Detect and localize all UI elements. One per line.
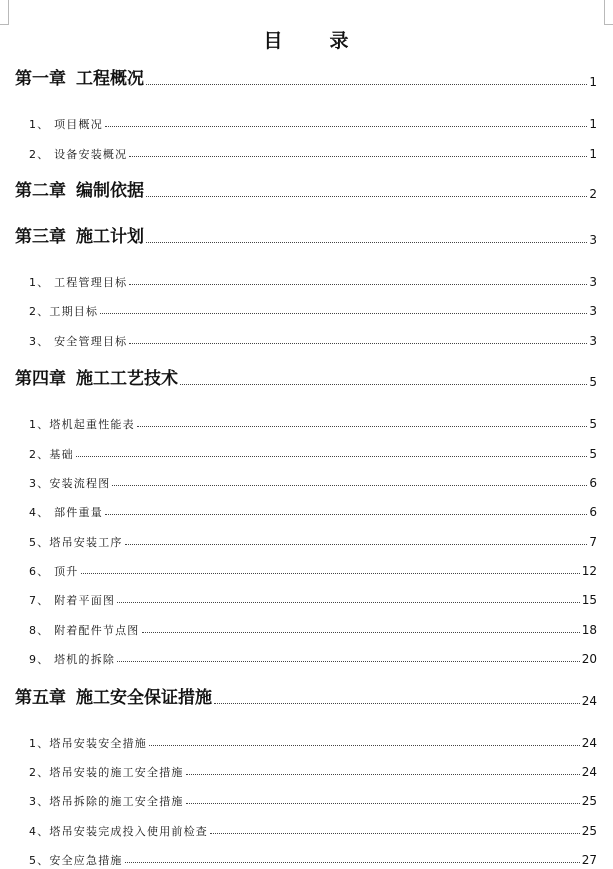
chapter-title: 编制依据: [76, 181, 144, 201]
toc-section-4-2[interactable]: [0, 438, 613, 460]
dot-leader: [214, 703, 580, 704]
page-number: 18: [581, 623, 597, 637]
section-title: 9、 塔机的拆除: [29, 653, 116, 666]
dot-leader: [112, 485, 587, 486]
dot-leader: [125, 544, 588, 545]
page-number: 3: [589, 334, 597, 348]
page-number: 1: [589, 117, 597, 131]
toc-section-4-6[interactable]: [0, 555, 613, 577]
page-number: 7: [589, 535, 597, 549]
page-corner-mark-right: [604, 0, 613, 25]
dot-leader: [146, 84, 587, 85]
dot-leader: [129, 156, 587, 157]
section-title: 5、安全应急措施: [29, 854, 123, 867]
section-title: 2、工期目标: [29, 305, 99, 318]
section-title: 3、安装流程图: [29, 477, 111, 490]
toc-section-4-7[interactable]: [0, 584, 613, 606]
dot-leader: [105, 514, 587, 515]
chapter-number: 第五章: [15, 688, 66, 708]
title-char-right: 录: [329, 30, 350, 52]
page-number: 6: [589, 476, 597, 490]
section-title: 3、 安全管理目标: [29, 335, 128, 348]
dot-leader: [129, 284, 587, 285]
toc-section-4-5[interactable]: [0, 526, 613, 548]
section-title: 1、塔吊安装安全措施: [29, 737, 147, 750]
dot-leader: [142, 632, 580, 633]
page-number: 12: [581, 564, 597, 578]
page-number: 1: [589, 147, 597, 161]
dot-leader: [146, 196, 587, 197]
page-number: 6: [589, 505, 597, 519]
chapter-title: 施工计划: [76, 227, 144, 247]
dot-leader: [117, 602, 580, 603]
dot-leader: [137, 426, 588, 427]
toc-section-3-3[interactable]: [0, 325, 613, 347]
section-title: 5、塔吊安装工序: [29, 536, 123, 549]
chapter-number: 第三章: [15, 227, 66, 247]
toc-section-5-1[interactable]: [0, 727, 613, 749]
page-number: 3: [589, 304, 597, 318]
chapter-title: 施工安全保证措施: [76, 688, 212, 708]
section-title: 3、塔吊拆除的施工安全措施: [29, 795, 184, 808]
section-title: 4、 部件重量: [29, 506, 103, 519]
toc-section-4-8[interactable]: [0, 614, 613, 636]
toc-chapter-5[interactable]: [0, 685, 613, 707]
page-number: 5: [589, 375, 597, 389]
toc-section-4-3[interactable]: [0, 467, 613, 489]
dot-leader: [149, 745, 580, 746]
page-number: 15: [581, 593, 597, 607]
toc-section-1-2[interactable]: [0, 138, 613, 160]
page-number: 2: [589, 187, 597, 201]
toc-chapter-1[interactable]: [0, 66, 613, 88]
section-title: 6、 顶升: [29, 565, 79, 578]
section-title: 2、基础: [29, 448, 74, 461]
chapter-title: 工程概况: [76, 69, 144, 89]
toc-chapter-2[interactable]: [0, 178, 613, 200]
dot-leader: [76, 456, 588, 457]
toc-chapter-3[interactable]: [0, 224, 613, 246]
dot-leader: [105, 126, 587, 127]
chapter-number: 第一章: [15, 69, 66, 89]
section-title: 8、 附着配件节点图: [29, 624, 140, 637]
page-number: 24: [581, 765, 597, 779]
dot-leader: [186, 803, 580, 804]
page-number: 1: [589, 75, 597, 89]
toc-section-5-4[interactable]: [0, 815, 613, 837]
dot-leader: [210, 833, 580, 834]
page-number: 25: [581, 824, 597, 838]
dot-leader: [129, 343, 587, 344]
toc-section-3-1[interactable]: [0, 266, 613, 288]
page-number: 24: [581, 694, 597, 708]
section-title: 7、 附着平面图: [29, 594, 116, 607]
dot-leader: [180, 384, 587, 385]
dot-leader: [117, 661, 580, 662]
toc-section-4-4[interactable]: [0, 496, 613, 518]
page-title: [0, 26, 613, 53]
toc-section-4-9[interactable]: [0, 643, 613, 665]
title-char-left: 目: [263, 30, 284, 52]
dot-leader: [186, 774, 580, 775]
toc-section-5-5[interactable]: [0, 844, 613, 866]
chapter-number: 第二章: [15, 181, 66, 201]
page-number: 25: [581, 794, 597, 808]
page-number: 5: [589, 417, 597, 431]
section-title: 2、 设备安装概况: [29, 148, 128, 161]
section-title: 1、 工程管理目标: [29, 276, 128, 289]
page-number: 5: [589, 447, 597, 461]
page-number: 27: [581, 853, 597, 867]
section-title: 4、塔吊安装完成投入使用前检查: [29, 825, 208, 838]
toc-section-1-1[interactable]: [0, 108, 613, 130]
chapter-number: 第四章: [15, 369, 66, 389]
dot-leader: [100, 313, 587, 314]
dot-leader: [81, 573, 580, 574]
page-number: 3: [589, 233, 597, 247]
section-title: 1、塔机起重性能表: [29, 418, 135, 431]
chapter-title: 施工工艺技术: [76, 369, 178, 389]
toc-section-3-2[interactable]: [0, 295, 613, 317]
page-number: 24: [581, 736, 597, 750]
toc-chapter-4[interactable]: [0, 366, 613, 388]
section-title: 1、 项目概况: [29, 118, 103, 131]
page-number: 20: [581, 652, 597, 666]
dot-leader: [146, 242, 587, 243]
dot-leader: [125, 862, 580, 863]
page-number: 3: [589, 275, 597, 289]
page-corner-mark-left: [0, 0, 9, 25]
section-title: 2、塔吊安装的施工安全措施: [29, 766, 184, 779]
toc-section-4-1[interactable]: [0, 408, 613, 430]
toc-section-5-3[interactable]: [0, 785, 613, 807]
toc-section-5-2[interactable]: [0, 756, 613, 778]
